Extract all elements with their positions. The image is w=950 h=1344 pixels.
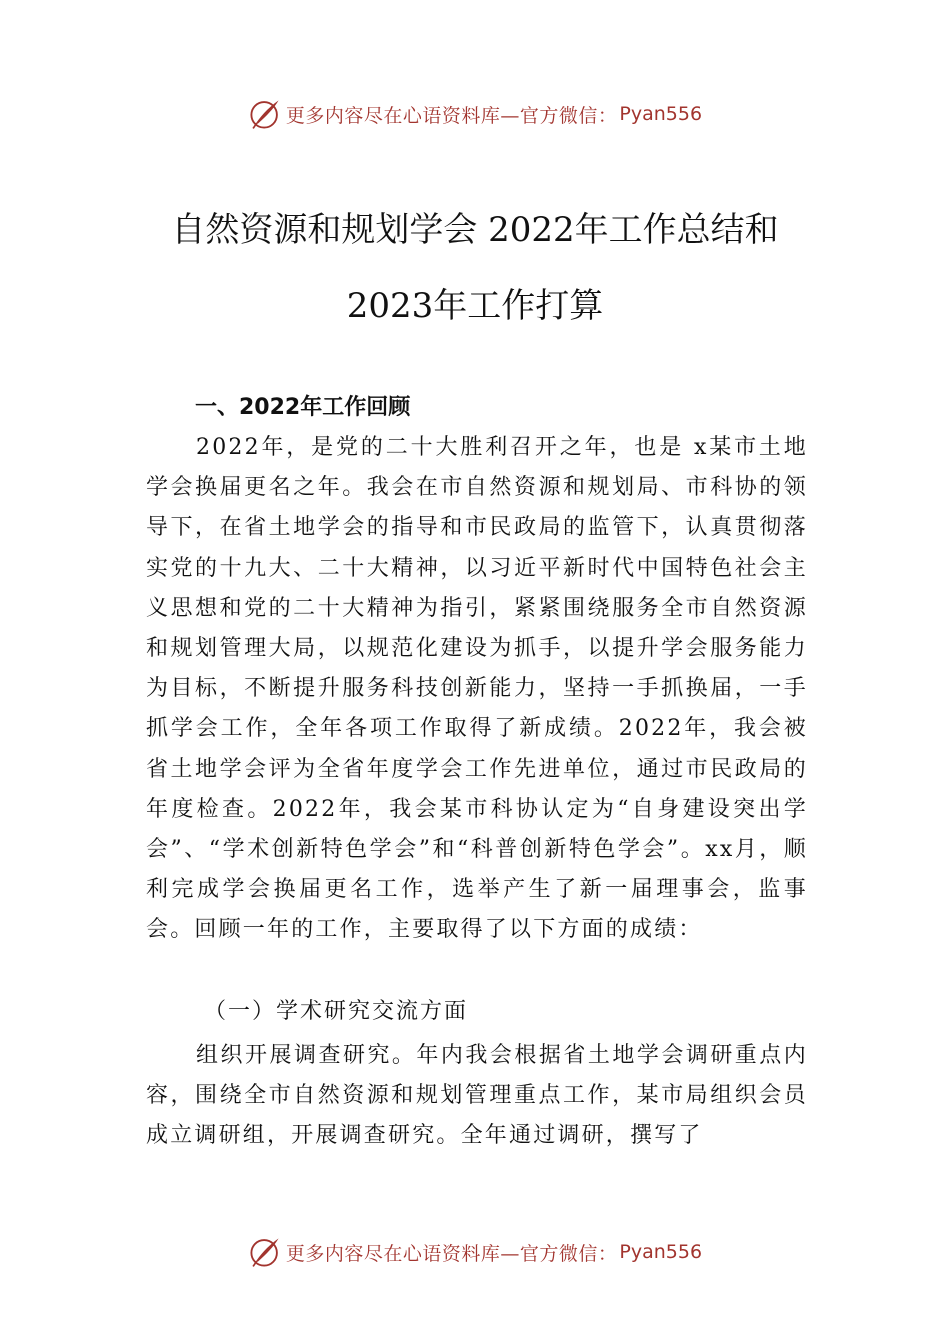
quill-pen-icon xyxy=(248,97,282,131)
quill-pen-icon xyxy=(248,1235,282,1269)
subsection-heading: （一）学术研究交流方面 xyxy=(204,999,469,1024)
watermark-text: 更多内容尽在心语资料库—官方微信： xyxy=(285,1242,618,1265)
document-title-line1: 自然资源和规划学会 2022年工作总结和 xyxy=(171,210,779,250)
watermark-banner-top xyxy=(0,94,950,134)
watermark-handle: Pyan556 xyxy=(619,1241,703,1263)
paragraph-research: 组织开展调查研究。年内我会根据省土地学会调研重点内容，围绕全市自然资源和规划管理重点工作，某市局组织会员成立调研组，开展调查研究。全年通过调研，撰写了 xyxy=(146,1043,808,1149)
watermark-handle: Pyan556 xyxy=(619,103,703,125)
watermark-text: 更多内容尽在心语资料库—官方微信： xyxy=(285,104,618,127)
paragraph-review: 2022年，是党的二十大胜利召开之年，也是 x某市土地学会换届更名之年。我会在市自然资源和规划局、市科协的领导下，在省土地学会的指导和市民政局的监管下，认真贯彻落实党的十九大、二十大精神，以习近平新时代中国特色社会主义思想和党的二十大精神为指引，紧紧围绕服务全市自然资源和规划管理大局，以规范化建设为抓手，以提升学会服务能力为目标，不断提升服务科技创新能力，坚持一手抓换届，一手抓学会工作，全年各项工作取得了新成绩。2022年，我会被省土地学会评为全省年度学会工作先进单位，通过市民政局的年度检查。2022年，我会某市科协认定为“自身建设突出学会”、“学术创新特色学会”和“科普创新特色学会”。xx月，顺利完成学会换届更名工作，选举产生了新一届理事会，监事会。回顾一年的工作，主要取得了以下方面的成绩： xyxy=(146,435,808,943)
watermark-banner-bottom xyxy=(0,1232,950,1272)
section-heading: 一、2022年工作回顾 xyxy=(195,395,411,420)
document-title-line2: 2023年工作打算 xyxy=(346,286,604,326)
